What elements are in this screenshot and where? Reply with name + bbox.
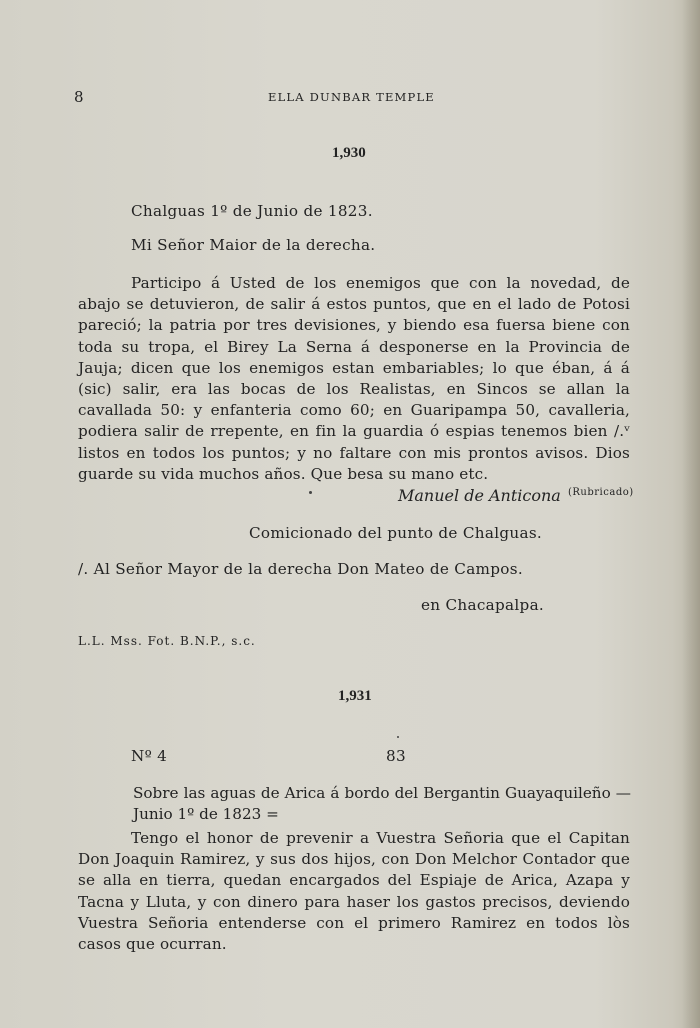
letter-body-1931: Tengo el honor de prevenir a Vuestra Señoria que el Capitan Don Joaquin Ramirez, y sus dos hijos, con Don Melchor Contador que se alla en tierra, quedan encargados del Espiaje de Arica, Azapa y Tacna y Lluta, y con dinero para haser los gastos precisos, deviendo Vuestra Señoria entenderse con el primero Ramirez en todos lòs casos que ocurran. bbox=[78, 829, 630, 954]
document-number-1930: 1,930 bbox=[332, 145, 366, 161]
running-title: ELLA DUNBAR TEMPLE bbox=[268, 90, 435, 104]
source-citation: L.L. Mss. Fot. B.N.P., s.c. bbox=[78, 634, 256, 648]
address-place: en Chacapalpa. bbox=[421, 596, 545, 614]
letter-heading-1931: Sobre las aguas de Arica á bordo del Bergantin Guayaquileño — Junio 1º de 1823 = bbox=[133, 784, 631, 823]
signature-name: Manuel de Anticona bbox=[398, 486, 561, 505]
document-number-1931: 1,931 bbox=[338, 688, 372, 704]
salutation: Mi Señor Maior de la derecha. bbox=[131, 236, 376, 254]
page-number: 8 bbox=[74, 88, 84, 106]
page-edge-shadow bbox=[682, 0, 700, 1028]
ink-speck-2 bbox=[397, 736, 399, 738]
address-line: /. Al Señor Mayor de la derecha Don Mateo de Campos. bbox=[78, 560, 523, 578]
date-line: Chalguas 1º de Junio de 1823. bbox=[131, 202, 373, 220]
reference-number: Nº 4 bbox=[131, 747, 168, 765]
letter-body-1930: Participo á Usted de los enemigos que con la novedad, de abajo se detuvieron, de salir á estos puntos, que en el lado de Potosi pareció; la patria por tres devisiones, y biendo esa fuersa biene con toda su tropa, el Birey La Serna á desponerse en la Provincia de Jauja; dicen que los enemigos estan embariables; lo que éban, á á (sic) salir, era las bocas de los Realistas, en Sincos se allan la cavallada 50: y enfanteria como 60; en Guaripampa 50, cavalleria, podiera salir de rrepente, en fin la guardia ó espias tenemos bien /.ᵛ listos en todos los puntos; y no faltare con mis prontos avisos. Dios guarde su vida muchos años. Que besa su mano etc. bbox=[78, 274, 630, 483]
signature-note: (Rubricado) bbox=[568, 487, 634, 498]
ink-speck bbox=[309, 491, 312, 494]
signer-title: Comicionado del punto de Chalguas. bbox=[249, 524, 543, 542]
reference-page: 83 bbox=[386, 747, 406, 765]
